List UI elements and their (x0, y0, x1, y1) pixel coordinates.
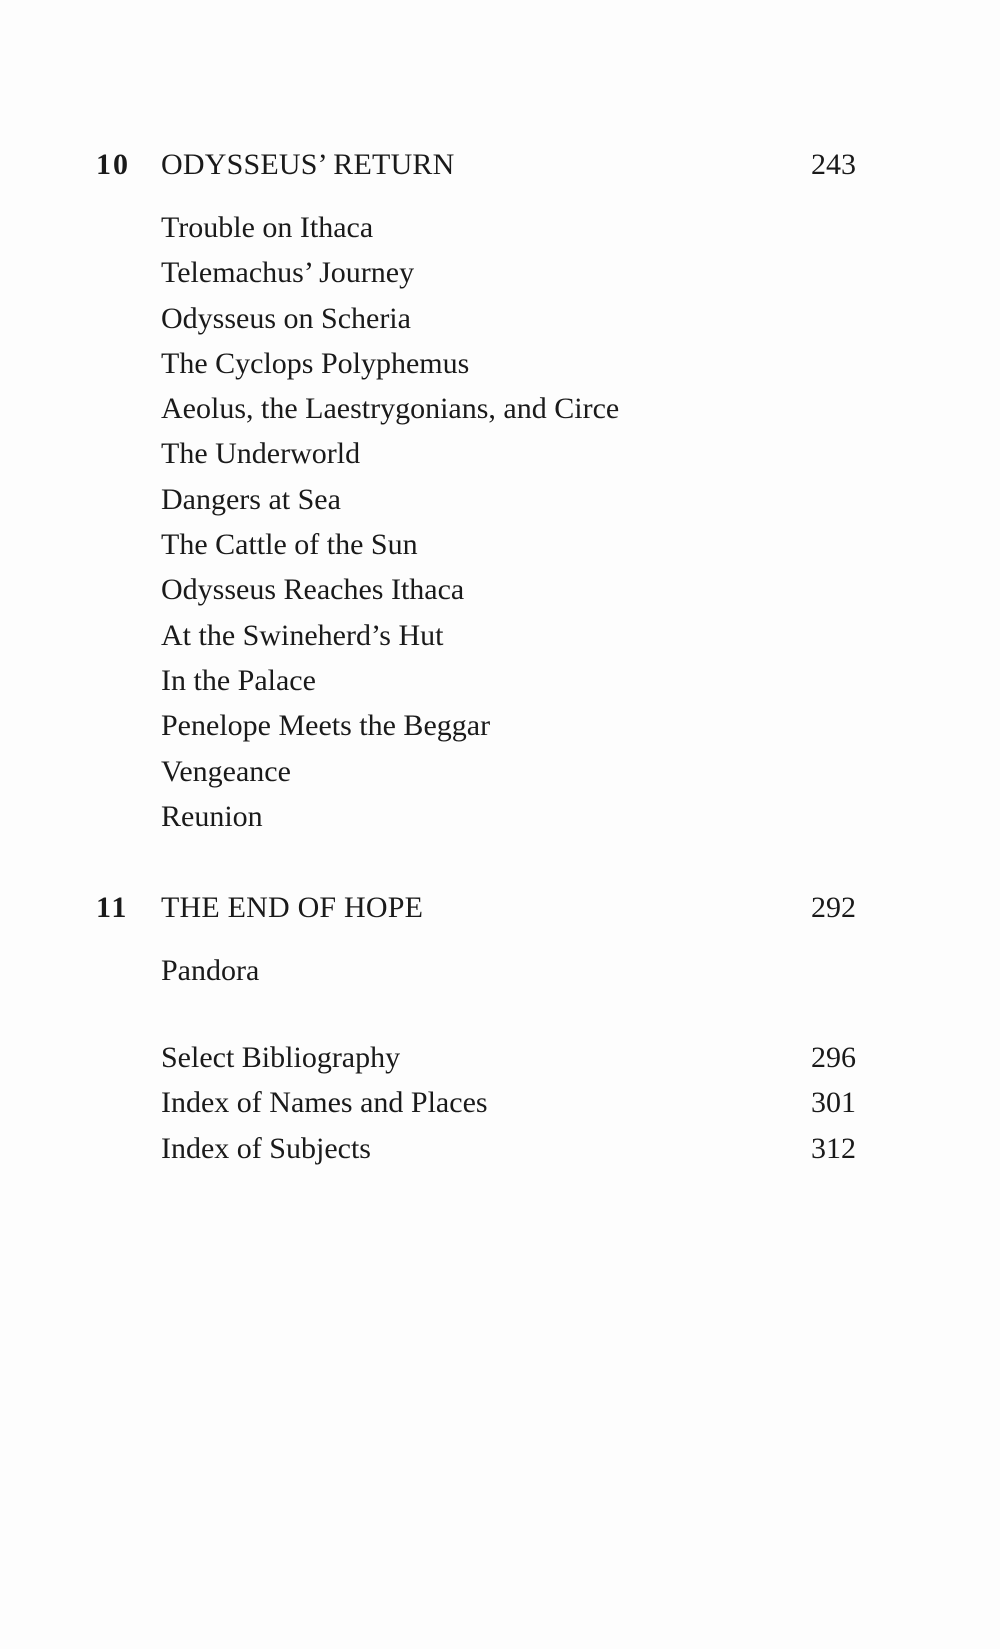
section-entry: Dangers at Sea (161, 482, 341, 516)
backmatter-label: Select Bibliography (161, 1041, 401, 1074)
section-entry: Telemachus’ Journey (161, 256, 415, 290)
backmatter-entry (161, 1080, 856, 1125)
chapter-section-list (161, 205, 619, 839)
chapter-number: 10 (96, 148, 130, 181)
backmatter-entry (161, 1126, 856, 1171)
section-entry: Aeolus, the Laestrygonians, and Circe (161, 392, 620, 426)
chapter-heading (96, 145, 856, 185)
section-entry: Trouble on Ithaca (161, 211, 374, 244)
backmatter-page-number: 312 (811, 1131, 856, 1165)
section-entry: Vengeance (161, 754, 291, 788)
backmatter-page-number: 296 (811, 1041, 856, 1074)
chapter-number: 11 (96, 891, 129, 924)
section-entry: At the Swineherd’s Hut (161, 618, 444, 652)
backmatter-entry (161, 1035, 856, 1080)
section-entry: In the Palace (161, 663, 316, 697)
chapter-page-number: 243 (811, 148, 856, 181)
section-entry: The Cyclops Polyphemus (161, 346, 470, 380)
backmatter-label: Index of Subjects (161, 1131, 371, 1165)
chapter-section-list (161, 948, 259, 993)
section-entry: The Underworld (161, 437, 361, 471)
section-entry: Reunion (161, 799, 263, 833)
section-entry: Pandora (161, 954, 260, 987)
chapter-page-number: 292 (811, 891, 856, 924)
section-entry: Odysseus Reaches Ithaca (161, 573, 465, 607)
section-entry: Odysseus on Scheria (161, 301, 411, 335)
chapter-heading (96, 888, 856, 928)
chapter-title: THE END OF HOPE (161, 891, 424, 924)
chapter-title: ODYSSEUS’ RETURN (161, 148, 455, 181)
backmatter-list (161, 1035, 856, 1171)
backmatter-page-number: 301 (811, 1086, 856, 1120)
backmatter-label: Index of Names and Places (161, 1086, 488, 1120)
section-entry: Penelope Meets the Beggar (161, 709, 491, 743)
section-entry: The Cattle of the Sun (161, 528, 418, 562)
